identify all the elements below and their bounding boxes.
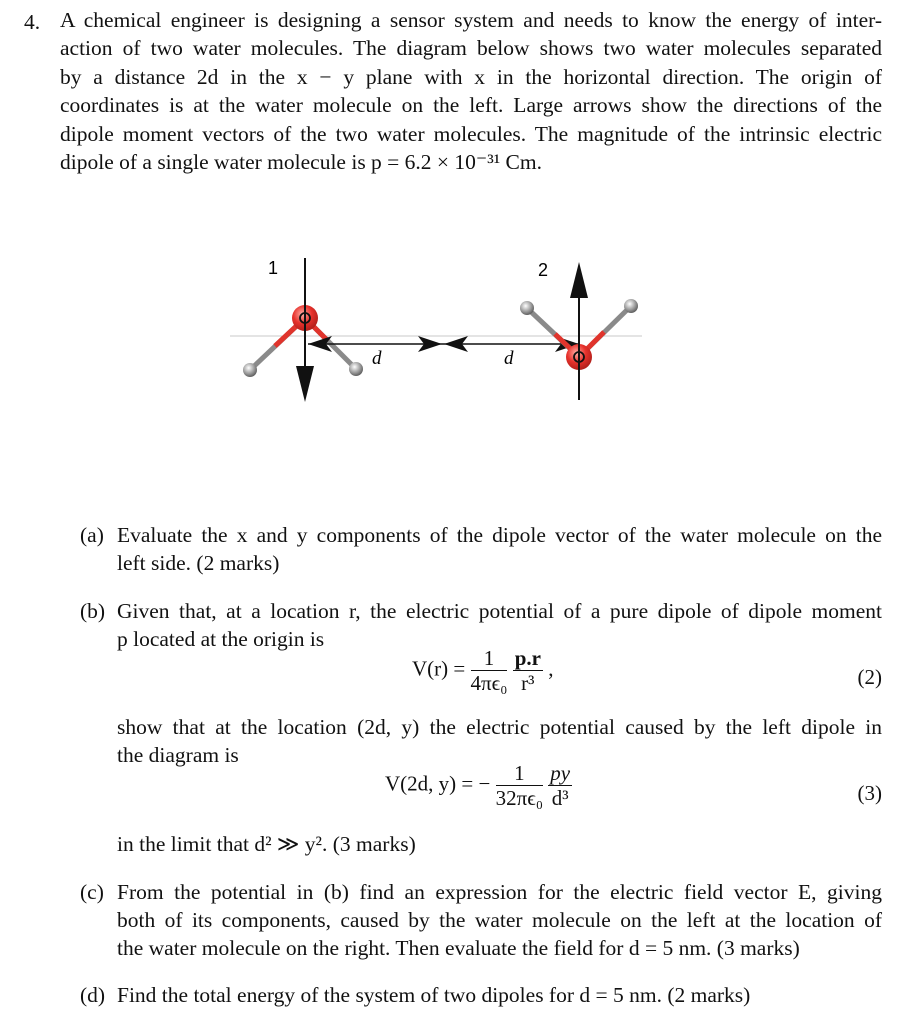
part-text: Given that, at a location r, the electric potential of a pure dipole of dipole moment: [117, 599, 882, 623]
equation-lhs: V(2d, y) = −: [385, 771, 491, 796]
distance-label-d: d: [372, 348, 382, 369]
fraction: $\frac{1}{\text{32πϵ₀}}$: [495, 761, 544, 810]
part-text: Evaluate the x and y components of the dipole vector of the water molecule on the: [117, 523, 882, 547]
hydrogen-atom: [624, 299, 638, 313]
intro-line: coordinates is at the water molecule on the left. Large arrows show the directions of the: [60, 93, 882, 118]
fraction: $\frac{1}{\text{4πϵ₀}}$: [470, 646, 508, 695]
equation-tag: (2): [857, 665, 882, 689]
arrowhead-down: [296, 366, 314, 402]
part-text: the diagram is: [117, 743, 239, 767]
part-text: Find the total energy of the system of two dipoles for d = 5 nm. (2 marks): [117, 983, 751, 1007]
intro-line: by a distance 2d in the x − y plane with x in the horizontal direction. The origin of: [60, 64, 882, 89]
part-label: (d): [80, 983, 106, 1007]
molecule-label-2: 2: [538, 260, 549, 280]
part-text: in the limit that d² ≫ y². (3 marks): [117, 832, 416, 856]
intro-line: dipole moment vectors of the two water molecules. The magnitude of the intrinsic electric: [60, 121, 882, 146]
distance-label-d: d: [504, 348, 514, 369]
hydrogen-atom: [243, 363, 257, 377]
arrowhead-up: [570, 262, 588, 298]
equation-3: [385, 761, 572, 810]
part-text: From the potential in (b) find an expression for the electric field vector E, giving: [117, 880, 882, 904]
part-text: both of its components, caused by the water molecule on the left at the location of: [117, 908, 882, 932]
equation-2: V(r) = $\frac{1}{\text{4πϵ₀}}$ $\frac{p.r}{\text{r³}}$ ,: [412, 646, 554, 695]
molecule-label-1: 1: [268, 258, 279, 278]
question-number: 4.: [24, 10, 41, 34]
part-text: show that at the location (2d, y) the electric potential caused by the left dipole in: [117, 715, 882, 739]
part-text: left side. (2 marks): [117, 551, 280, 575]
hydrogen-atom: [349, 362, 363, 376]
part-text: p located at the origin is: [117, 627, 325, 651]
part-label: (a): [80, 523, 104, 547]
water-molecule-right: [520, 260, 638, 400]
question-intro: [60, 6, 882, 176]
water-molecule-left: [243, 258, 363, 402]
water-dipole-diagram: [230, 240, 650, 410]
equation-tag: (3): [857, 781, 882, 805]
part-text: the water molecule on the right. Then evaluate the field for d = 5 nm. (3 marks): [117, 936, 800, 960]
intro-line: dipole of a single water molecule is p = 6.2 × 10⁻³¹ Cm.: [60, 150, 542, 175]
intro-line: A chemical engineer is designing a sensor system and needs to know the energy of inter-: [60, 8, 882, 32]
intro-line: action of two water molecules. The diagram below shows two water molecules separated: [60, 36, 882, 61]
fraction: $\frac{py}{\text{d³}}$: [550, 761, 571, 810]
fraction: $\frac{p.r}{\text{r³}}$: [514, 646, 541, 695]
part-label: (b): [80, 599, 106, 623]
equation-lhs: V(r) =: [412, 656, 466, 681]
hydrogen-atom: [520, 301, 534, 315]
part-label: (c): [80, 880, 104, 904]
